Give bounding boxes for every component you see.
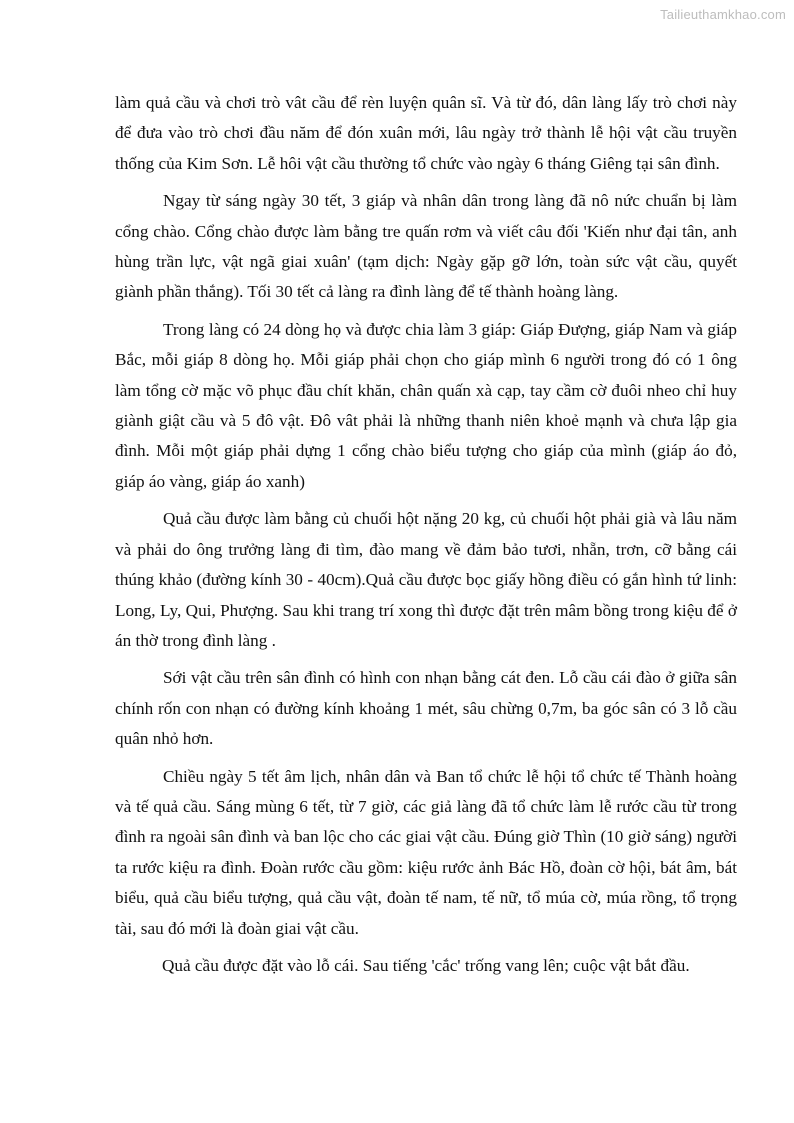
paragraph: Ngay từ sáng ngày 30 tết, 3 giáp và nhân dân trong làng đã nô nức chuẩn bị làm cổng chào. Cổng chào được làm bằng tre quấn rơm và viết câu đối 'Kiến như đại tân, anh hùng trần lực, vật ngã giai xuân' (tạm dịch: Ngày gặp gỡ lớn, toàn sức vật cầu, quyết giành phần thắng). Tối 30 tết cả làng ra đình làng để tế thành hoàng làng. xyxy=(115,191,737,302)
paragraph: Chiều ngày 5 tết âm lịch, nhân dân và Ban tổ chức lễ hội tổ chức tế Thành hoàng và tế quả cầu. Sáng mùng 6 tết, từ 7 giờ, các giả làng đã tổ chức làm lễ rước cầu từ trong đình ra ngoài sân đình và ban lộc cho các giai vật cầu. Đúng giờ Thìn (10 giờ sáng) người ta rước kiệu ra đình. Đoàn rước cầu gồm: kiệu rước ảnh Bác Hồ, đoàn cờ hội, bát âm, bát biểu, quả cầu biểu tượng, quả cầu vật, đoàn tế nam, tế nữ, tổ múa cờ, múa rồng, tổ trọng tài, sau đó mới là đoàn giai vật cầu. xyxy=(115,766,737,938)
document-body xyxy=(115,88,737,988)
paragraph: Quả cầu được đặt vào lỗ cái. Sau tiếng 'cắc' trống vang lên; cuộc vật bắt đầu. xyxy=(162,955,690,975)
paragraph: Sới vật cầu trên sân đình có hình con nhạn bằng cát đen. Lỗ cầu cái đào ở giữa sân chính rốn con nhạn có đường kính khoảng 1 mét, sâu chừng 0,7m, ba góc sân có 3 lỗ cầu quân nhỏ hơn. xyxy=(115,668,737,749)
watermark: Tailieuthamkhao.com xyxy=(660,7,786,22)
paragraph-continuation: làm quả cầu và chơi trò vât cầu để rèn luyện quân sĩ. Và từ đó, dân làng lấy trò chơi này để đưa vào trò chơi đầu năm để đón xuân mới, lâu ngày trở thành lễ hội vật cầu truyền thống của Kim Sơn. Lễ hôi vật cầu thường tổ chức vào ngày 6 tháng Giêng tại sân đình. xyxy=(115,93,737,173)
paragraph: Trong làng có 24 dòng họ và được chia làm 3 giáp: Giáp Đượng, giáp Nam và giáp Bắc, mỗi giáp 8 dòng họ. Mỗi giáp phải chọn cho giáp mình 6 người trong đó có 1 ông làm tổng cờ mặc võ phục đầu chít khăn, chân quấn xà cạp, tay cầm cờ đuôi nheo chỉ huy giành giật cầu và 5 đô vật. Đô vât phải là những thanh niên khoẻ mạnh và chưa lập gia đình. Mỗi một giáp phải dựng 1 cổng chào biểu tượng cho giáp của mình (giáp áo đỏ, giáp áo vàng, giáp áo xanh) xyxy=(115,319,737,491)
paragraph: Quả cầu được làm bằng củ chuối hột nặng 20 kg, củ chuối hột phải già và lâu năm và phải do ông trưởng làng đi tìm, đào mang về đảm bảo tươi, nhẵn, trơn, cỡ bằng cái thúng khảo (đường kính 30 - 40cm).Quả cầu được bọc giấy hồng điều có gắn hình tứ linh: Long, Ly, Qui, Phượng. Sau khi trang trí xong thì được đặt trên mâm bồng trong kiệu để ở án thờ trong đình làng . xyxy=(115,509,737,650)
